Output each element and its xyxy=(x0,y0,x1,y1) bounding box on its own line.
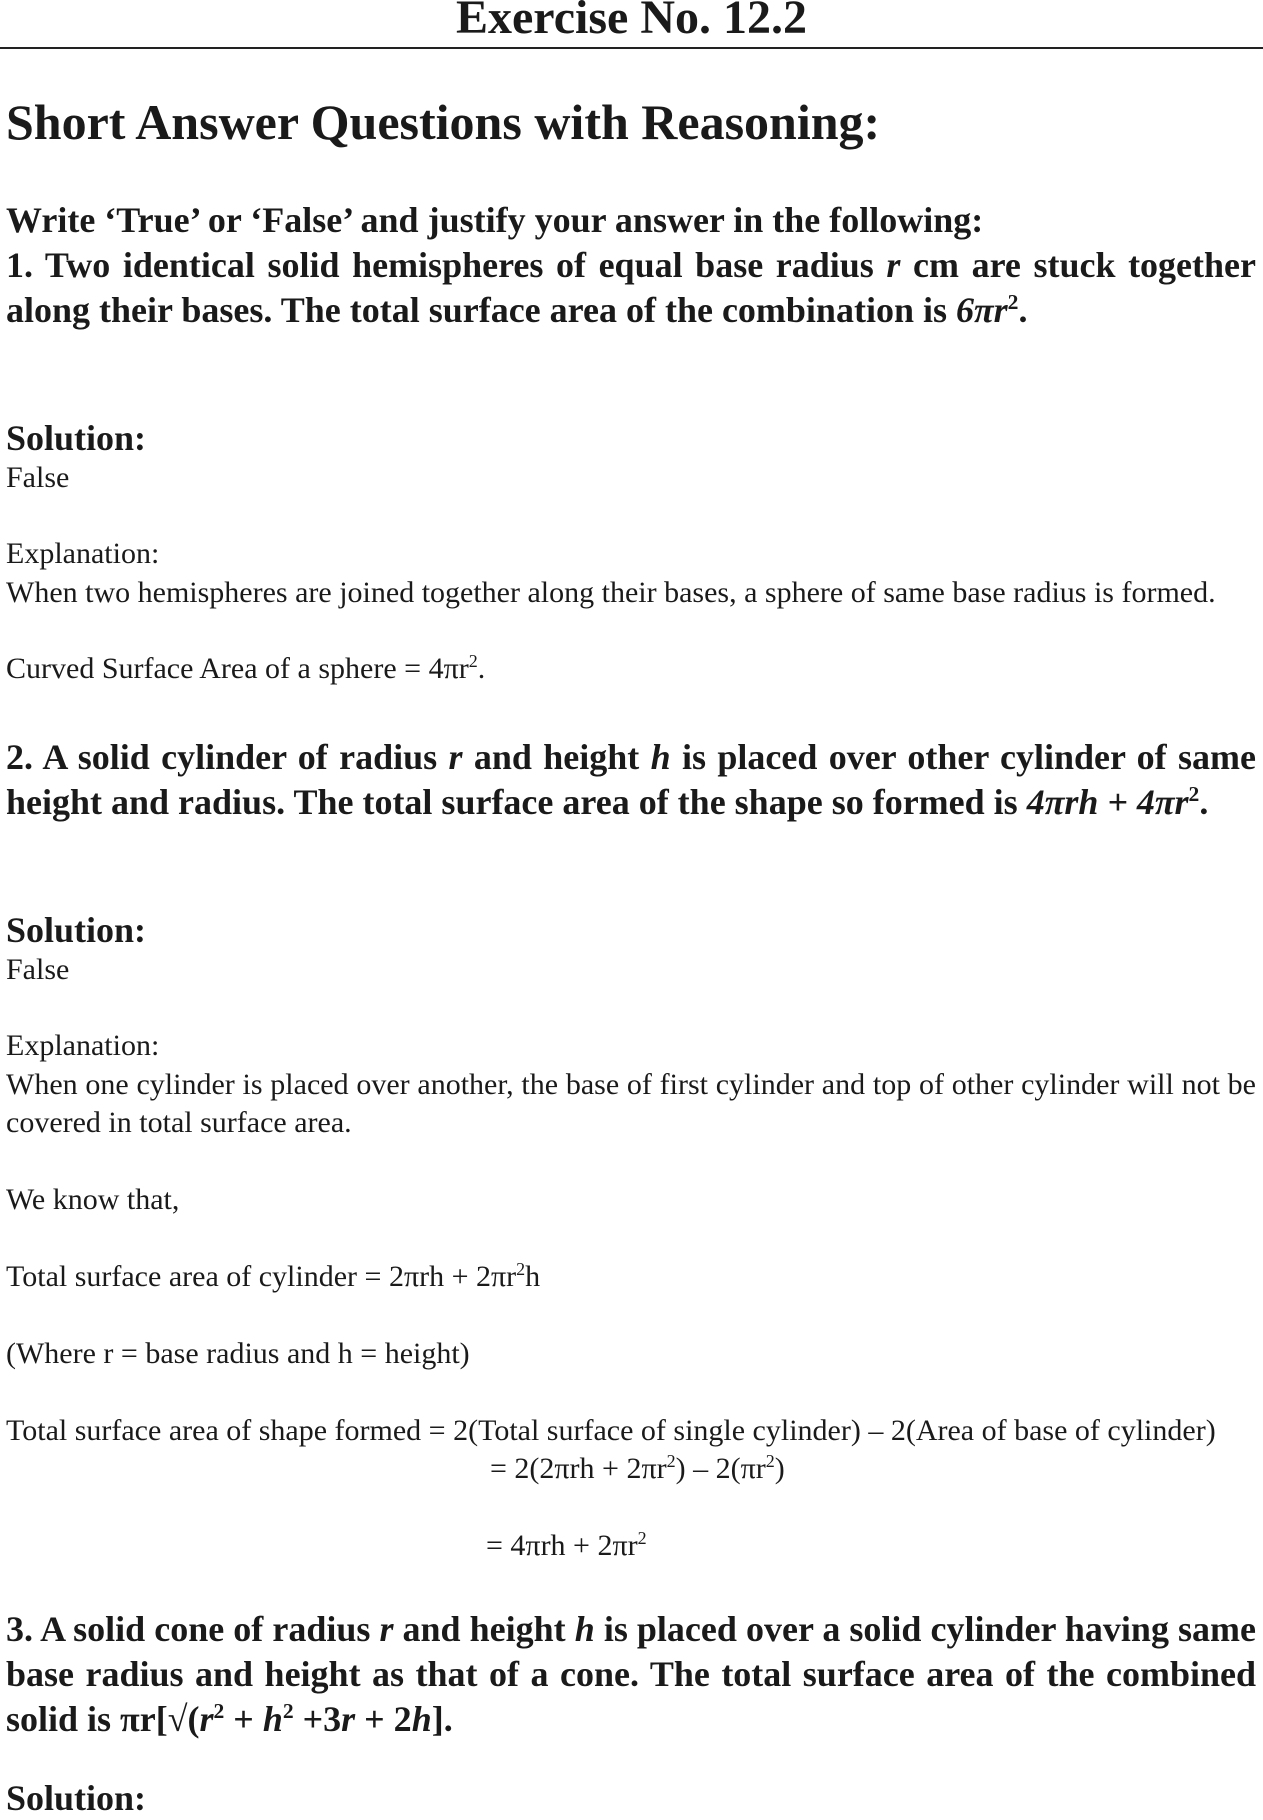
step-1-part-b: ) – 2(πr xyxy=(675,1452,766,1485)
question-1-var-r: r xyxy=(886,245,901,285)
explanation-2-text: When one cylinder is placed over another, the base of first cylinder and top of other cylinder will not be covered in total surface area. xyxy=(6,1068,1256,1139)
cylinder-tsa-exponent: 2 xyxy=(516,1259,526,1279)
question-2-block xyxy=(6,735,1256,825)
question-3-formula-exp-1: 2 xyxy=(213,1699,225,1723)
question-3-formula-h2: h xyxy=(411,1699,432,1739)
derivation-step-2 xyxy=(486,1527,647,1565)
question-3-formula-e: ]. xyxy=(431,1699,453,1739)
question-3-block xyxy=(6,1607,1256,1742)
solution-1-label: Solution: xyxy=(6,418,147,458)
cylinder-tsa-text: Total surface area of cylinder = 2πrh + 2πr xyxy=(6,1260,517,1293)
answer-1: False xyxy=(6,461,70,494)
question-3-text-b: and height xyxy=(393,1609,575,1649)
question-3-formula-d: + 2 xyxy=(355,1699,412,1739)
question-2-text-c: is placed over other cylinder of same height and radius. The total surface area of the shape so formed is xyxy=(6,737,1256,822)
question-3-formula-c: +3 xyxy=(293,1699,342,1739)
question-2-text-b: and height xyxy=(462,737,651,777)
question-3-formula-exp-2: 2 xyxy=(282,1699,294,1723)
exercise-title: Exercise No. 12.2 xyxy=(455,0,808,44)
question-2-formula: 4πrh + 4πr xyxy=(1026,782,1189,822)
question-1-block xyxy=(6,198,1256,333)
question-1-text-b: cm are stuck together along their bases. The total surface area of the combination is xyxy=(6,245,1256,330)
cylinder-tsa-end: h xyxy=(525,1260,541,1293)
derivation-step-1 xyxy=(490,1450,785,1488)
question-2-formula-exponent: 2 xyxy=(1188,782,1200,806)
step-1-part-c: ) xyxy=(774,1452,785,1485)
question-1-formula: 6πr xyxy=(955,290,1008,330)
section-heading: Short Answer Questions with Reasoning: xyxy=(6,94,881,150)
question-2-var-r: r xyxy=(448,737,463,777)
question-3-formula-r: r xyxy=(199,1699,214,1739)
question-3-formula-a: πr[√( xyxy=(120,1699,200,1739)
sphere-area-text: Curved Surface Area of a sphere = 4πr xyxy=(6,652,469,685)
solution-2-label: Solution: xyxy=(6,910,147,950)
title-underline xyxy=(0,47,1263,49)
step-1-exponent-b: 2 xyxy=(765,1451,775,1471)
question-3-formula-h: h xyxy=(262,1699,283,1739)
question-2-number: 2. xyxy=(6,737,33,777)
question-2-text-a: A solid cylinder of radius xyxy=(33,737,449,777)
question-3-number: 3. xyxy=(6,1609,33,1649)
question-1-formula-end: . xyxy=(1018,290,1028,330)
sphere-area-end: . xyxy=(477,652,486,685)
answer-2: False xyxy=(6,953,70,986)
explanation-1-text: When two hemispheres are joined together along their bases, a sphere of same base radius is formed. xyxy=(6,576,1216,609)
question-1-text-a: Two identical solid hemispheres of equal base radius xyxy=(33,245,887,285)
question-3-var-r: r xyxy=(379,1609,394,1649)
question-3-formula-r2: r xyxy=(341,1699,356,1739)
question-2-formula-end: . xyxy=(1199,782,1209,822)
step-2-part-a: = 4πrh + 2πr xyxy=(486,1529,638,1562)
step-2-exponent: 2 xyxy=(637,1528,647,1548)
solution-3-label: Solution: xyxy=(6,1778,147,1818)
where-text: (Where r = base radius and h = height) xyxy=(6,1337,470,1370)
we-know-text: We know that, xyxy=(6,1183,180,1216)
question-1-number: 1. xyxy=(6,245,33,285)
explanation-2-label: Explanation: xyxy=(6,1029,160,1062)
question-3-text-a: A solid cone of radius xyxy=(33,1609,380,1649)
cylinder-tsa-formula xyxy=(6,1258,1256,1296)
shape-formed-text: Total surface area of shape formed = 2(Total surface of single cylinder) – 2(Area of base of cylinder) xyxy=(6,1414,1216,1447)
instruction-text: Write ‘True’ or ‘False’ and justify your answer in the following: xyxy=(6,200,984,240)
step-1-part-a: = 2(2πrh + 2πr xyxy=(490,1452,667,1485)
question-3-text-c: is placed over a solid cylinder having same base radius and height as that of a cone. The total surface area of the combined solid is xyxy=(6,1609,1256,1739)
explanation-1-label: Explanation: xyxy=(6,537,160,570)
explanation-1-formula xyxy=(6,650,1256,688)
question-1-formula-exponent: 2 xyxy=(1007,290,1019,314)
step-1-exponent-a: 2 xyxy=(666,1451,676,1471)
question-3-var-h: h xyxy=(574,1609,595,1649)
question-3-formula-b: + xyxy=(224,1699,263,1739)
question-2-var-h: h xyxy=(650,737,671,777)
sphere-area-exponent: 2 xyxy=(468,651,478,671)
